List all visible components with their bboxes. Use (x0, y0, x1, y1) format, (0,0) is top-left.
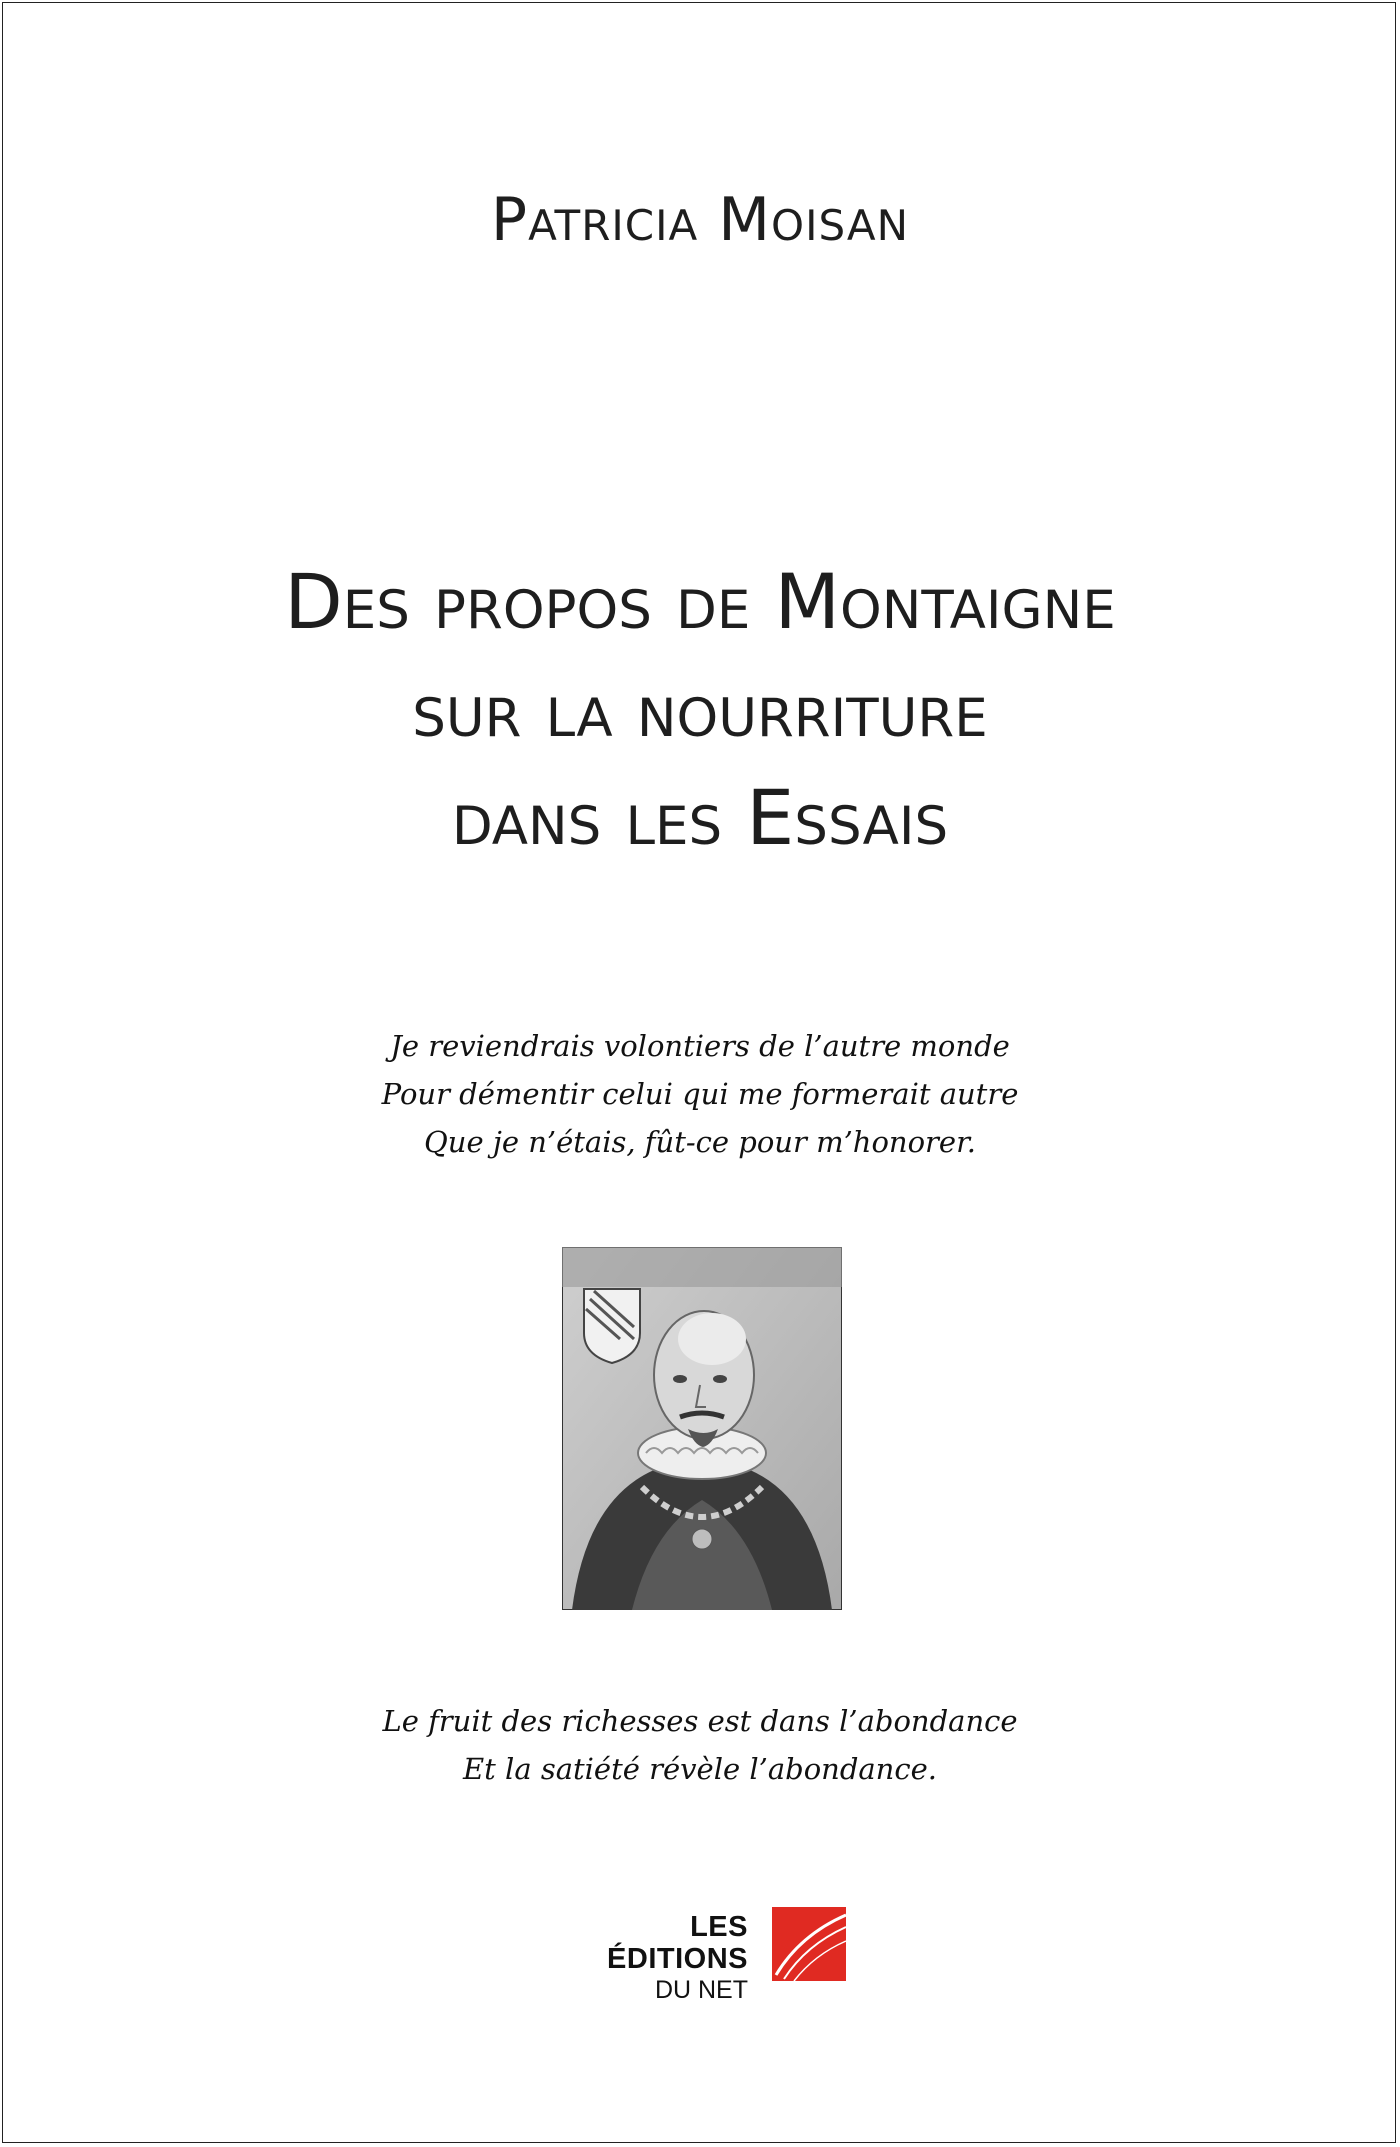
publisher-name (558, 1911, 748, 2005)
publisher-line-1: LES ÉDITIONS (607, 1911, 748, 1975)
epigraph-bottom (0, 1697, 1400, 1793)
publisher-line-2: DU NET (654, 1976, 748, 2004)
publisher-mark-icon (770, 1905, 848, 1983)
book-title (0, 548, 1400, 872)
title-line-1: Des propos de Montaigne (284, 557, 1116, 646)
author-name: Patricia Moisan (490, 185, 910, 255)
epigraph-top-line-2: Pour démentir celui qui me formerait autre (381, 1077, 1019, 1111)
epigraph-bottom-line-1: Le fruit des richesses est dans l’abondance (382, 1704, 1018, 1738)
publisher-logo (558, 1905, 848, 2004)
epigraph-top-line-3: Que je n’étais, fût-ce pour m’honorer. (424, 1125, 976, 1159)
title-line-3: dans les Essais (451, 773, 949, 862)
epigraph-top (0, 1022, 1400, 1166)
montaigne-portrait (562, 1247, 842, 1610)
epigraph-top-line-1: Je reviendrais volontiers de l’autre monde (390, 1029, 1010, 1063)
epigraph-bottom-line-2: Et la satiété révèle l’abondance. (463, 1752, 937, 1786)
title-line-2: sur la nourriture (412, 665, 988, 754)
